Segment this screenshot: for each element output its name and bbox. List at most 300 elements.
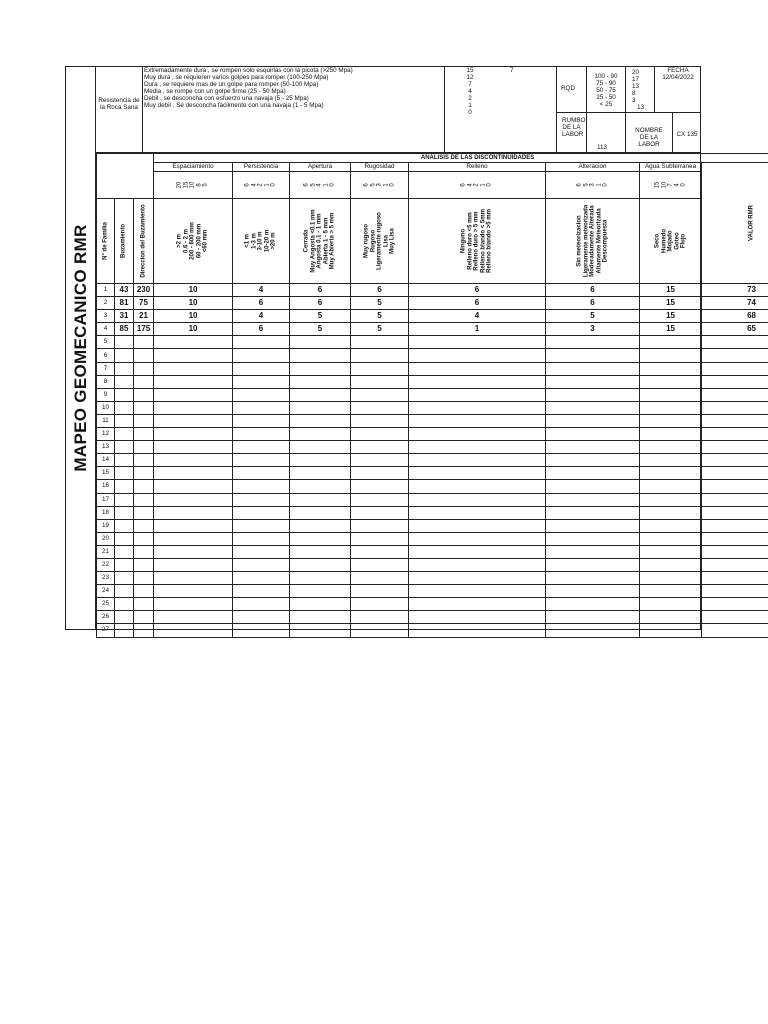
valor-rmr-header-text: VALOR RMR — [748, 205, 755, 241]
cell-n: 2 — [97, 297, 115, 310]
rumbo-value-cell — [586, 112, 626, 153]
group-desc-text: >2 m 0.6 - 2 m 200 - 600 mm 60 - 200 mm <60 mm — [176, 222, 209, 260]
table-row — [97, 493, 768, 506]
cell-dir — [134, 506, 154, 519]
cell-agua — [640, 519, 702, 532]
cell-rel — [409, 506, 546, 519]
cell-rug — [351, 506, 409, 519]
cell-n: 21 — [97, 545, 115, 558]
cell-n: 8 — [97, 375, 115, 388]
cell-ape: 6 — [290, 297, 351, 310]
cell-n: 22 — [97, 558, 115, 571]
blank-corner — [97, 154, 154, 199]
group-desc — [640, 199, 702, 284]
cell-n: 6 — [97, 349, 115, 362]
cell-dir — [134, 532, 154, 545]
cell-alt — [546, 572, 640, 585]
rqd-score: 8 — [632, 90, 636, 97]
table-row — [97, 624, 768, 637]
cell-rug — [351, 362, 409, 375]
cell-alt — [546, 480, 640, 493]
cell-agua — [640, 611, 702, 624]
cell-alt — [546, 558, 640, 571]
rumbo-value: 113 — [597, 144, 608, 151]
cell-rel — [409, 349, 546, 362]
cell-alt — [546, 349, 640, 362]
cell-buz — [115, 375, 134, 388]
cell-ape — [290, 572, 351, 585]
table-row — [97, 349, 768, 362]
cell-rmr — [702, 611, 768, 624]
cell-rel — [409, 388, 546, 401]
group-name: Relleno — [409, 163, 546, 172]
rqd-scores-cell — [625, 67, 655, 113]
table-row — [97, 558, 768, 571]
cell-rmr — [702, 480, 768, 493]
cell-n: 16 — [97, 480, 115, 493]
cell-rel — [409, 375, 546, 388]
group-scores — [546, 172, 640, 199]
cell-per — [233, 467, 290, 480]
cell-esp — [154, 585, 233, 598]
cell-n: 10 — [97, 401, 115, 414]
cell-per — [233, 572, 290, 585]
cell-rmr — [702, 545, 768, 558]
fecha-label: FECHA — [667, 67, 689, 74]
cell-esp — [154, 506, 233, 519]
cell-per — [233, 532, 290, 545]
cell-rug — [351, 467, 409, 480]
cell-agua — [640, 572, 702, 585]
group-desc-text: Sin meteorizacion Ligeramente meteorizada Moderadamente Alterada Altamente Meteorizada Descompuesta — [576, 204, 609, 278]
cell-agua: 15 — [640, 323, 702, 336]
cell-rmr — [702, 375, 768, 388]
cell-n: 11 — [97, 414, 115, 427]
group-scores-text: 6 5 4 1 0 — [303, 183, 336, 187]
cell-alt — [546, 532, 640, 545]
cell-buz — [115, 532, 134, 545]
group-scores — [290, 172, 351, 199]
cell-esp — [154, 454, 233, 467]
cell-alt — [546, 362, 640, 375]
cell-n: 13 — [97, 441, 115, 454]
cell-rel — [409, 545, 546, 558]
cell-rmr — [702, 454, 768, 467]
cell-rug — [351, 585, 409, 598]
cell-buz — [115, 388, 134, 401]
cell-agua — [640, 532, 702, 545]
cell-alt — [546, 506, 640, 519]
rqd-score: 3 — [632, 97, 636, 104]
cell-buz — [115, 545, 134, 558]
cell-buz — [115, 506, 134, 519]
cell-buz: 31 — [115, 310, 134, 323]
cell-alt — [546, 545, 640, 558]
table-row — [97, 401, 768, 414]
cell-rmr — [702, 598, 768, 611]
cell-agua: 15 — [640, 310, 702, 323]
rqd-range: < 25 — [599, 101, 613, 108]
cell-rel — [409, 480, 546, 493]
cell-per — [233, 375, 290, 388]
cell-per — [233, 545, 290, 558]
resistencia-scores — [445, 67, 495, 116]
group-desc — [290, 199, 351, 284]
cell-agua — [640, 558, 702, 571]
cell-esp — [154, 572, 233, 585]
cell-agua — [640, 388, 702, 401]
cell-agua — [640, 493, 702, 506]
cell-alt — [546, 585, 640, 598]
table-row — [97, 585, 768, 598]
labor-value-cell — [672, 112, 701, 153]
cell-alt: 6 — [546, 297, 640, 310]
cell-rmr — [702, 506, 768, 519]
cell-alt — [546, 598, 640, 611]
labor-value: CX 135 — [676, 131, 698, 138]
cell-agua — [640, 441, 702, 454]
cell-agua — [640, 545, 702, 558]
cell-rmr: 65 — [702, 323, 768, 336]
cell-ape — [290, 624, 351, 637]
cell-per — [233, 598, 290, 611]
cell-rmr — [702, 519, 768, 532]
cell-ape — [290, 414, 351, 427]
title-band — [66, 67, 96, 629]
page-title: MAPEO GEOMECANICO RMR — [70, 224, 90, 472]
group-desc-text: Cerrada Muy Angosta <0.1 mm Angosta 0.1 - 1 mm Abierta 1 - 5 mm Muy Abierta > 5 mm — [303, 209, 336, 273]
cell-buz — [115, 414, 134, 427]
cell-buz — [115, 401, 134, 414]
cell-dir: 75 — [134, 297, 154, 310]
cell-rug — [351, 414, 409, 427]
cell-agua: 15 — [640, 284, 702, 297]
table-row — [97, 428, 768, 441]
cell-esp — [154, 441, 233, 454]
rqd-range: 50 - 75 — [596, 87, 616, 94]
cell-per — [233, 506, 290, 519]
cell-rmr — [702, 414, 768, 427]
cell-rug — [351, 493, 409, 506]
table-row — [97, 454, 768, 467]
cell-dir — [134, 401, 154, 414]
cell-rel — [409, 441, 546, 454]
cell-ape — [290, 349, 351, 362]
cell-esp — [154, 349, 233, 362]
group-scores-text: 20 15 10 8 5 — [176, 181, 209, 189]
group-scores — [640, 172, 702, 199]
cell-esp: 10 — [154, 310, 233, 323]
cell-n: 24 — [97, 585, 115, 598]
cell-agua — [640, 506, 702, 519]
cell-rel — [409, 624, 546, 637]
cell-buz — [115, 362, 134, 375]
cell-per: 6 — [233, 323, 290, 336]
table-row — [97, 572, 768, 585]
table-row — [97, 323, 768, 336]
cell-per — [233, 428, 290, 441]
cell-alt: 3 — [546, 323, 640, 336]
cell-rmr — [702, 585, 768, 598]
cell-alt — [546, 611, 640, 624]
cell-esp — [154, 362, 233, 375]
resistencia-desc — [144, 109, 444, 116]
table-row — [97, 336, 768, 349]
cell-ape — [290, 519, 351, 532]
cell-rel — [409, 493, 546, 506]
cell-per — [233, 624, 290, 637]
group-desc — [351, 199, 409, 284]
cell-agua — [640, 349, 702, 362]
cell-dir — [134, 598, 154, 611]
rqd-score: 17 — [632, 76, 640, 83]
rqd-range: 75 - 90 — [596, 80, 616, 87]
cell-rmr: 74 — [702, 297, 768, 310]
resistencia-score: 7 — [468, 81, 472, 88]
cell-n: 15 — [97, 467, 115, 480]
cell-dir — [134, 388, 154, 401]
cell-dir — [134, 572, 154, 585]
table-row — [97, 480, 768, 493]
cell-rug — [351, 336, 409, 349]
cell-rel — [409, 598, 546, 611]
cell-dir — [134, 375, 154, 388]
cell-rug — [351, 428, 409, 441]
cell-per — [233, 362, 290, 375]
cell-alt — [546, 493, 640, 506]
cell-per — [233, 388, 290, 401]
group-scores-text: 15 10 7 4 0 — [654, 181, 687, 189]
cell-dir — [134, 441, 154, 454]
valor-rmr-header — [702, 163, 768, 284]
resistencia-score: 0 — [468, 109, 472, 116]
cell-esp — [154, 336, 233, 349]
cell-dir — [134, 480, 154, 493]
cell-n: 19 — [97, 519, 115, 532]
cell-rel: 6 — [409, 284, 546, 297]
cell-ape — [290, 428, 351, 441]
cell-dir — [134, 558, 154, 571]
resistencia-label: Resistencia de la Roca Sana — [98, 97, 140, 111]
cell-ape — [290, 585, 351, 598]
cell-buz — [115, 558, 134, 571]
cell-rel — [409, 611, 546, 624]
rqd-score: 20 — [632, 69, 640, 76]
cell-ape — [290, 467, 351, 480]
cell-rug: 5 — [351, 297, 409, 310]
analisis-title: ANALISIS DE LAS DISCONTINUIDADES — [154, 154, 768, 163]
cell-esp — [154, 401, 233, 414]
cell-alt — [546, 414, 640, 427]
resistencia-score-cell — [444, 67, 557, 153]
cell-rel — [409, 558, 546, 571]
group-scores — [233, 172, 290, 199]
cell-rmr — [702, 349, 768, 362]
group-scores — [154, 172, 233, 199]
resistencia-label-cell — [96, 67, 143, 153]
cell-rug — [351, 375, 409, 388]
cell-esp — [154, 493, 233, 506]
cell-dir — [134, 349, 154, 362]
cell-agua — [640, 414, 702, 427]
cell-n: 1 — [97, 284, 115, 297]
cell-dir — [134, 336, 154, 349]
cell-agua: 15 — [640, 297, 702, 310]
group-desc — [409, 199, 546, 284]
group-name: Agua Subterranea — [640, 163, 702, 172]
cell-alt — [546, 624, 640, 637]
resistencia-desc: Muy debil , Se desconcha facilmente con una navaja (1 - 5 Mpa) — [144, 102, 324, 109]
cell-rug — [351, 624, 409, 637]
rqd-scores — [632, 69, 639, 104]
cell-n: 14 — [97, 454, 115, 467]
rumbo-label-cell — [556, 112, 587, 153]
cell-esp — [154, 480, 233, 493]
cell-per — [233, 454, 290, 467]
cell-ape — [290, 454, 351, 467]
table-row — [97, 375, 768, 388]
buzamiento-header — [115, 199, 134, 284]
cell-rug — [351, 572, 409, 585]
cell-ape — [290, 362, 351, 375]
rqd-label-cell — [556, 67, 587, 113]
familia-header-text: N° de Familia — [102, 222, 109, 260]
cell-buz — [115, 454, 134, 467]
cell-per: 4 — [233, 310, 290, 323]
cell-buz — [115, 336, 134, 349]
fecha-cell — [654, 67, 701, 113]
buzamiento-header-text: Buzamiento — [120, 223, 127, 259]
cell-n: 9 — [97, 388, 115, 401]
table-row — [97, 310, 768, 323]
cell-rmr — [702, 401, 768, 414]
header-block — [96, 67, 701, 153]
group-desc — [546, 199, 640, 284]
group-name: Rugosidad — [351, 163, 409, 172]
group-scores-text: 6 5 3 1 0 — [576, 183, 609, 187]
cell-alt: 6 — [546, 284, 640, 297]
cell-dir — [134, 454, 154, 467]
cell-buz — [115, 624, 134, 637]
cell-rel — [409, 532, 546, 545]
resistencia-score: 2 — [468, 95, 472, 102]
cell-rug — [351, 545, 409, 558]
cell-rug — [351, 454, 409, 467]
table-row — [97, 519, 768, 532]
cell-per — [233, 349, 290, 362]
resistencia-desc: Debil , se desconcha con esfuerzo una navaja (5 - 25 Mpa) — [144, 95, 309, 102]
cell-n: 17 — [97, 493, 115, 506]
cell-dir — [134, 611, 154, 624]
cell-rug: 5 — [351, 310, 409, 323]
cell-per — [233, 519, 290, 532]
cell-rmr: 68 — [702, 310, 768, 323]
cell-esp — [154, 611, 233, 624]
rqd-ranges-cell — [586, 67, 626, 113]
cell-alt — [546, 428, 640, 441]
cell-ape — [290, 480, 351, 493]
rqd-range: 25 - 50 — [596, 94, 616, 101]
cell-dir — [134, 467, 154, 480]
cell-ape — [290, 545, 351, 558]
rqd-score: 13 — [632, 83, 640, 90]
cell-dir — [134, 519, 154, 532]
cell-esp — [154, 545, 233, 558]
cell-rug — [351, 349, 409, 362]
table-row — [97, 297, 768, 310]
cell-agua — [640, 480, 702, 493]
cell-buz — [115, 428, 134, 441]
group-scores-text: 6 5 3 1 0 — [363, 183, 396, 187]
cell-ape: 5 — [290, 310, 351, 323]
cell-agua — [640, 585, 702, 598]
cell-esp — [154, 467, 233, 480]
cell-n: 7 — [97, 362, 115, 375]
table-row — [97, 532, 768, 545]
cell-alt — [546, 375, 640, 388]
cell-dir: 175 — [134, 323, 154, 336]
cell-buz — [115, 519, 134, 532]
group-desc-text: Seco Humedo Mojado Goteo Flujo — [654, 229, 687, 253]
cell-rel — [409, 585, 546, 598]
cell-per — [233, 480, 290, 493]
cell-per — [233, 401, 290, 414]
group-desc-text: <1 m 1-3 m 3-10 m 10-20 m >20 m — [244, 229, 277, 253]
cell-esp — [154, 598, 233, 611]
resistencia-desc: Muy dura , se requieren varios golpes para romper (100-250 Mpa) — [144, 74, 329, 81]
group-name: Alteracion — [546, 163, 640, 172]
cell-rel: 4 — [409, 310, 546, 323]
cell-agua — [640, 428, 702, 441]
cell-ape: 5 — [290, 323, 351, 336]
table-row — [97, 467, 768, 480]
cell-rug — [351, 480, 409, 493]
cell-buz — [115, 467, 134, 480]
cell-alt — [546, 441, 640, 454]
cell-rug — [351, 401, 409, 414]
cell-esp — [154, 428, 233, 441]
cell-buz: 43 — [115, 284, 134, 297]
cell-ape — [290, 441, 351, 454]
cell-buz — [115, 598, 134, 611]
cell-rug — [351, 532, 409, 545]
cell-rel — [409, 572, 546, 585]
cell-rug — [351, 558, 409, 571]
cell-dir — [134, 585, 154, 598]
cell-n: 18 — [97, 506, 115, 519]
group-scores — [409, 172, 546, 199]
cell-rmr: 73 — [702, 284, 768, 297]
cell-buz — [115, 493, 134, 506]
group-scores-text: 6 4 2 1 0 — [244, 183, 277, 187]
cell-rmr — [702, 388, 768, 401]
cell-alt — [546, 336, 640, 349]
cell-agua — [640, 336, 702, 349]
labor-label-cell — [625, 112, 673, 153]
cell-n: 27 — [97, 624, 115, 637]
cell-esp — [154, 519, 233, 532]
cell-esp: 10 — [154, 284, 233, 297]
resistencia-score: 4 — [468, 88, 472, 95]
fecha-value: 12/04/2022 — [662, 74, 694, 81]
cell-per — [233, 441, 290, 454]
cell-per — [233, 585, 290, 598]
cell-rel — [409, 414, 546, 427]
cell-rel — [409, 467, 546, 480]
cell-per — [233, 336, 290, 349]
cell-esp — [154, 532, 233, 545]
cell-rug — [351, 519, 409, 532]
